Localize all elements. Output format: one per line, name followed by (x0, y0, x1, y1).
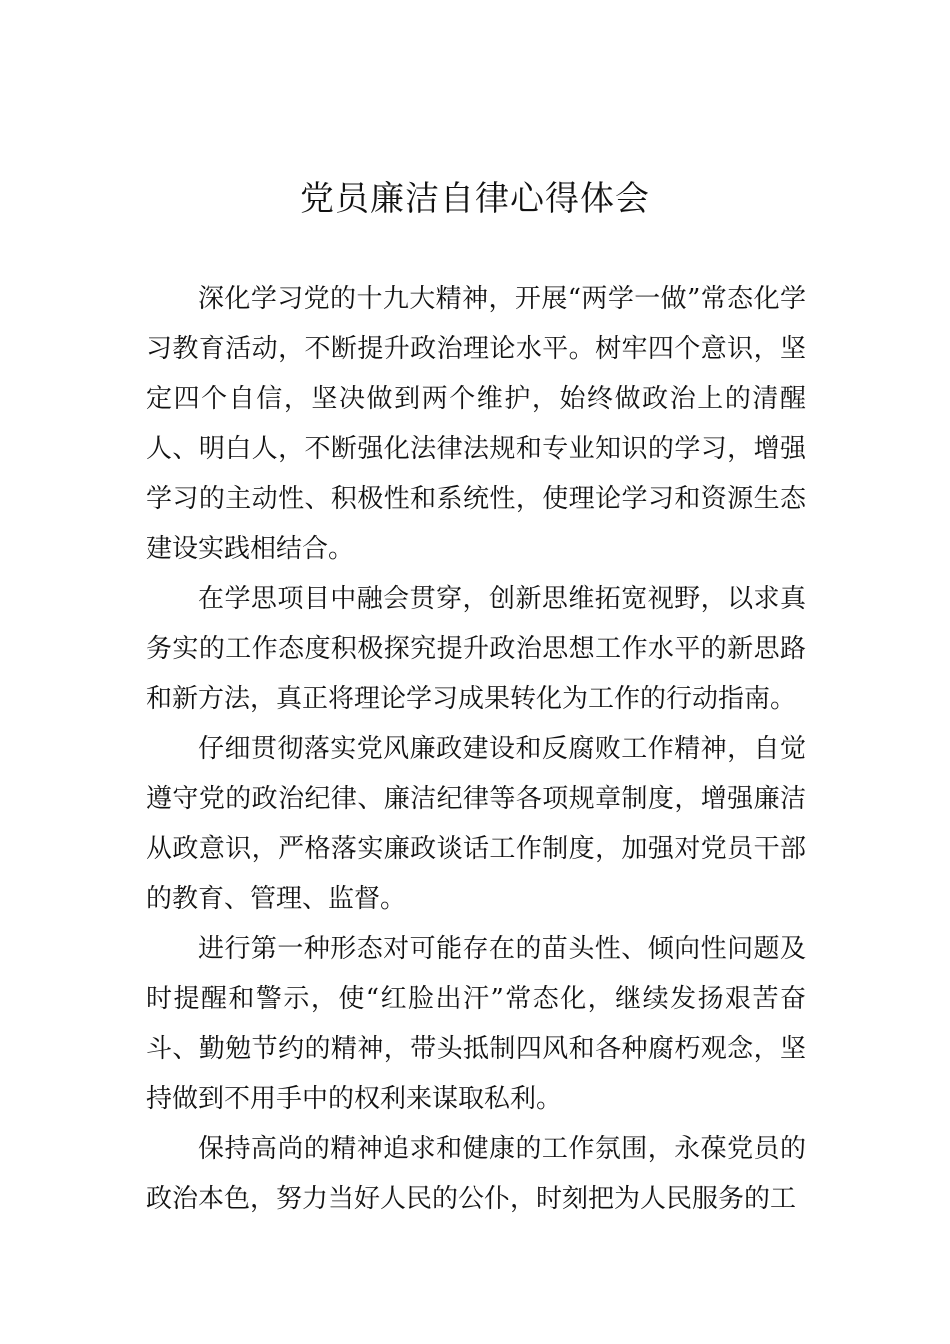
paragraph-3: 仔细贯彻落实党风廉政建设和反腐败工作精神，自觉遵守党的政治纪律、廉洁纪律等各项规章制度，增强廉洁从政意识，严格落实廉政谈话工作制度，加强对党员干部的教育、管理、监督。 (146, 734, 806, 914)
document-body (146, 274, 806, 1224)
paragraph-4: 进行第一种形态对可能存在的苗头性、倾向性问题及时提醒和警示，使“红脸出汗”常态化，继续发扬艰苦奋斗、勤勉节约的精神，带头抵制四风和各种腐朽观念，坚持做到不用手中的权利来谋取私利。 (146, 934, 806, 1114)
paragraph-5: 保持高尚的精神追求和健康的工作氛围，永葆党员的政治本色，努力当好人民的公仆，时刻把为人民服务的工 (146, 1134, 806, 1214)
paragraph-2: 在学思项目中融会贯穿，创新思维拓宽视野，以求真务实的工作态度积极探究提升政治思想工作水平的新思路和新方法，真正将理论学习成果转化为工作的行动指南。 (146, 584, 806, 714)
paragraph-1: 深化学习党的十九大精神，开展“两学一做”常态化学习教育活动，不断提升政治理论水平。树牢四个意识，坚定四个自信，坚决做到两个维护，始终做政治上的清醒人、明白人，不断强化法律法规和专业知识的学习，增强学习的主动性、积极性和系统性，使理论学习和资源生态建设实践相结合。 (146, 284, 806, 564)
document-title: 党员廉洁自律心得体会 (300, 179, 650, 219)
